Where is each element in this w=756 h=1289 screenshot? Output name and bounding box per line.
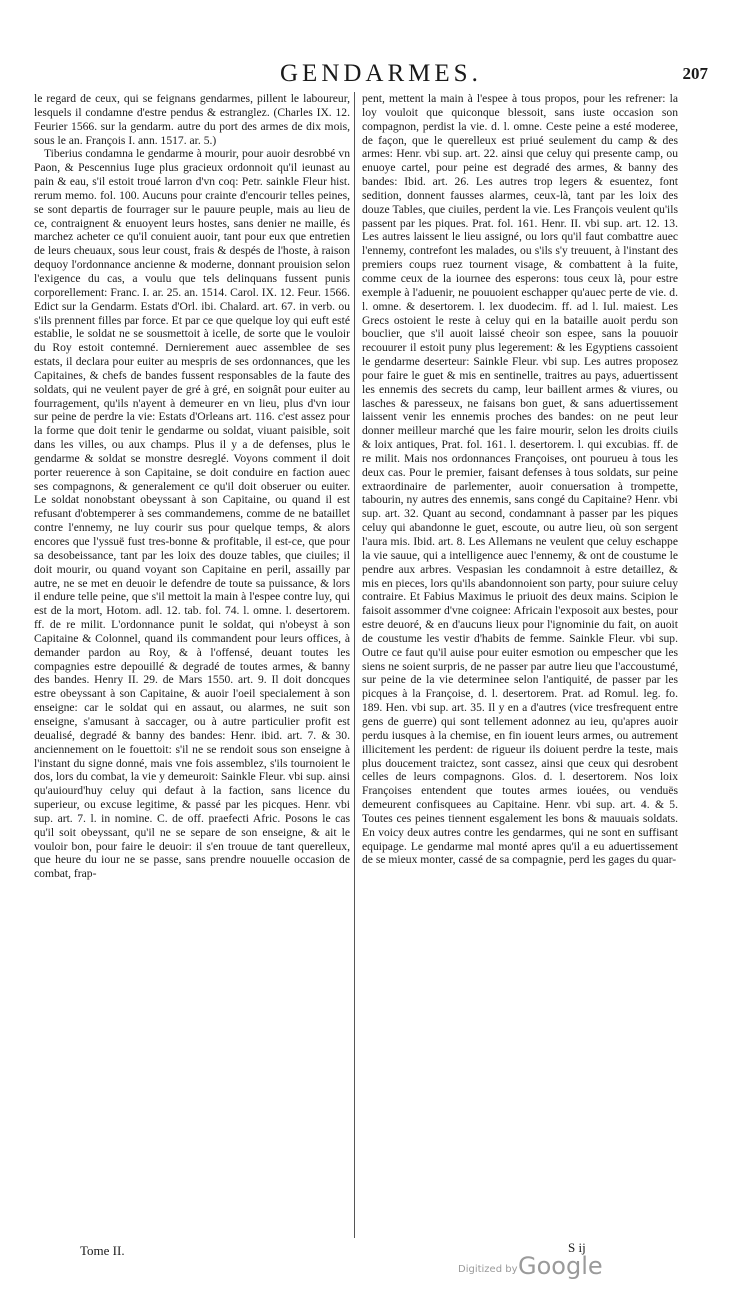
- page-number: 207: [682, 64, 708, 83]
- left-column: [34, 92, 350, 881]
- left-paragraph-1: le regard de ceux, qui se feignans gendarmes, pillent le laboureur, lesquels il condamne d'estre pendus & estranglez. (Charles IX. 12. Feurier 1566. sur la gendarm. autre du port des armes de dix mois, sous le an. François I. ann. 1517. ar. 5.): [34, 92, 350, 147]
- page-header: [40, 60, 720, 90]
- running-title: GENDARMES.: [280, 60, 482, 87]
- volume-label: Tome II.: [80, 1243, 125, 1258]
- google-logo-text: Google: [518, 1252, 603, 1280]
- right-paragraph-1: pent, mettent la main à l'espee à tous propos, pour les refrener: la loy vouloit que quiconque blessoit, sans iuste occasion son compagnon, perdist la vie. d. l. omne. Ceste peine a esté moderee, de façon, que le querelleux est priué seulement du camp & des armes: Henr. vbi sup. art. 22. ainsi que celuy qui presente camp, ou enuoye cartel, pour peine est degradé des armes, & banny des bandes: Ibid. art. 26. Les autres trop legers & esuentez, font sedition, donnent fausses alarmes, ceux-là, tant par les loix des douze Tables, que ciuiles, perdent la vie. Les François veulent qu'ils passent par les piques. Prat. fol. 161. Henr. II. vbi sup. art. 12. 13. Les autres laissent le lieu assigné, ou lors qu'il faut combattre auec l'ennemy, contrefont les malades, ou s'ils s'y treuuent, à l'instant des premiers coups ruez tournent visage, & combattent à la fuite, comme ceux de la iournee des esperons: tous ceux là, pour estre exemple à l'aduenir, ne pouuoient eschapper qu'auec perte de vie. d. l. omne. & desertorem. l. lex duodecim. ff. ad l. Iul. maiest. Les Grecs ostoient le reste à celuy qui en la bataille auoit perdu son bouclier, que s'il auoit laissé cheoir son espee, sans la pouuoir recouurer il estoit puny plus legerement: & les Egyptiens cassoient le gendarme deserteur: Sainkle Fleur. vbi sup. Les autres proposez pour faire le guet & mis en sentinelle, traitres au pays, aduertissent les ennemis des secrets du camp, leur baillent armes & viures, ou lasches & paresseux, ne faisans bon guet, & sans aduertissement laissent venir les ennemis proches des bandes: on ne peut leur donner meilleur marché que les faire mourir, selon les droits ciuils & loix antiques, Prat. fol. 161. l. desertorem. l. qui excubias. ff. de re milit. Mais nos ordonnances Françoises, ont pourueu à tous les deux cas. Pour le premier, faisant defenses à tous soldats, sur peine extraordinaire de parlementer, auoir conuersation à trompette, tabourin, ny autres des ennemis, sans congé du Capitaine? Henr. vbi sup. art. 32. Quant au second, condamnant à passer par les piques celuy qui abandonne le guet, escoute, ou autre lieu, où son sergent l'aura mis. Ibid. art. 8. Les Allemans ne veulent que celuy eschappe la vie sauue, qui a intelligence auec l'ennemy, & ont de coustume le pendre aux arbres. Vespasian les condamnoit à estre detaillez, & mis en pieces, lors qu'ils abandonnoient son party, pour suiure celuy contraire. Et Fabius Maximus le priuoit des deux mains. Scipion le faisoit assommer d'vne coignee: Africain l'exposoit aux bestes, pour estre deuoré, & en d'aucuns lieux pour l'ignominie du fait, on auoit de coustume les vestir d'habits de femme. Sainkle Fleur. vbi sup. Outre ce faut qu'il auise pour euiter esmotion ou empescher que les siens ne soient surpris, de ne passer par autre lieu que l'accoustumé, sur peine de la vie determinee selon l'antiquité, de passer par les picques à la Françoise, d. l. desertorem. Prat. ad Romul. leg. fo. 189. Hen. vbi sup. art. 35. Il y en a d'autres (vice tresfrequent entre gens de guerre) qui sont tellement adonnez au ieu, qu'apres auoir perdu iusques à la chemise, en fin iouent leurs armes, ou autrement illicitement les perdent: de rigueur ils doiuent perdre la teste, mais plus doucement traictez, sont cassez, ainsi que ceux qui desrobent celles de leurs compagnons. Glos. d. l. desertorem. Nos loix Françoises entendent que toutes armes iouées, ou venduës demeurent confisquees au Capitaine. Henr. vbi sup. art. 4. & 5. Toutes ces peines tiennent esgalement les bons & mauuais soldats. En voicy deux autres contre les gendarmes, qui ne sont en suffisant equipage. Le gendarme mal monté apres qu'il a eu aduertissement de se mieux monter, cassé de sa compagnie, perd les gages du quar-: [362, 92, 678, 867]
- column-divider: [354, 92, 355, 1238]
- left-paragraph-2: Tiberius condamna le gendarme à mourir, pour auoir desrobbé vn Paon, & Pescennius Iuge plus gracieux ordonnoit qu'il ieunast au pain & eau, s'il estoit troué larron d'vn coq: Petr. sainkle Fleur hist. rerum memo. fol. 100. Aucuns pour crainte d'encourir telles peines, se sont departis de fourrager sur le pauure peuple, mais au lieu de ce, contraignent & enuoyent leurs hostes, sans denier ne maille, és marchez acheter ce qu'il conuient auoir, tant pour eux que entretien de leurs cheuaux, sous leur coust, frais & despés de l'hoste, à raison dequoy l'ordonnance ancienne & moderne, donnant prouision selon l'exigence du cas, a voulu que tels delinquans fussent punis corporellement: Franc. I. ar. 25. an. 1514. Carol. IX. 12. Feur. 1566. Edict sur la Gendarm. Estats d'Orl. ibi. Chalard. art. 67. in verb. ou s'ils prennent filles par force. Et par ce que quelque loy qui euft esté establie, le soldat ne se sousmettoit à icelle, de sorte que le vouloir du Roy estoit contemné. Dernierement auec assemblee de ses estats, il declara pour euiter au mespris de ses ordonnances, que les Capitaines, & chefs de bandes fussent responsables de la faute des soldats, qui ne veulent payer de gré à gré, en soignât pour euiter au fourragement, qu'ils n'ayent à demeurer en vn lieu, plus d'vn iour sur peine de perdre la vie: Estats d'Orleans art. 116. c'est assez pour la forme que doit tenir le gendarme ou soldat, viuant paisible, soit dans les villes, ou aux champs. Plus il y a de defenses, plus le gendarme & soldat se monstre desreglé. Voyons comment il doit porter reuerence à son Capitaine, se doit conduire en faction auec ses compagnons, & generalement ce qu'il doit obseruer ou euiter. Le soldat nonobstant obeyssant à son Capitaine, ou quand il est refusant d'obtemperer à ses commandemens, comme de ne bataillet contre l'ennemy, ne luy courir sus pour quelque temps, & alors encores que l'yssuë fust tres-bonne & profitable, il est-ce, que pour sa desobeissance, tant par les loix des douze tables, que ciuiles; il doit mourir, ou quand voyant son Capitaine en peril, assailly par autre, ne se met en deuoir le defendre de toute sa puissance, & lors il endure telle peine, que s'il mettoit la main à l'espee contre luy, qui est de la mort, Hotom. adl. 12. tab. fol. 74. l. omne. l. desertorem. ff. de re milit. L'ordonnance punit le soldat, qui n'obeyst à son Capitaine & Colonnel, quand ils commandent pour leurs offices, à demander pardon au Roy, & à l'offensé, deuant toutes les compagnies estre depouillé & degradé de toutes armes, & banny des bandes. Henry II. 29. de Mars 1550. art. 9. Il doit doncques estre obeyssant à son Capitaine, & auoir l'oeil specialement à son enseigne: car le soldat qui en assaut, ou alarmes, ne suit son enseigne, s'amusant à saccager, ou à autre particulier profit est deualisé, degradé & banny des bandes: Henr. ibid. art. 7. & 30. anciennement on le fouettoit: s'il ne se rendoit sous son enseigne à l'instant du signe donné, mais vne fois assemblez, s'ils tournoient le dos, lors du combat, la vie y demeuroit: Sainkle Fleur. vbi sup. ainsi qu'auiourd'huy celuy qui defaut à la faction, sans licence du superieur, ou excuse legitime, & passé par les picques. Henr. vbi sup. art. 7. l. in nomine. C. de off. praefecti Afric. Posons le cas qu'il soit obeyssant, qu'il ne se separe de son enseigne, & ait le vouloir bon, pour faire le deuoir: il s'en trouue de tant querelleux, que heure du iour ne se passe, sans prendre nouuelle occasion de combat, frap-: [34, 147, 350, 881]
- watermark-small-text: Digitized by: [458, 1264, 518, 1275]
- right-column: [362, 92, 678, 867]
- digitization-watermark: [458, 1252, 618, 1282]
- signature-mark: S ij: [568, 1240, 586, 1255]
